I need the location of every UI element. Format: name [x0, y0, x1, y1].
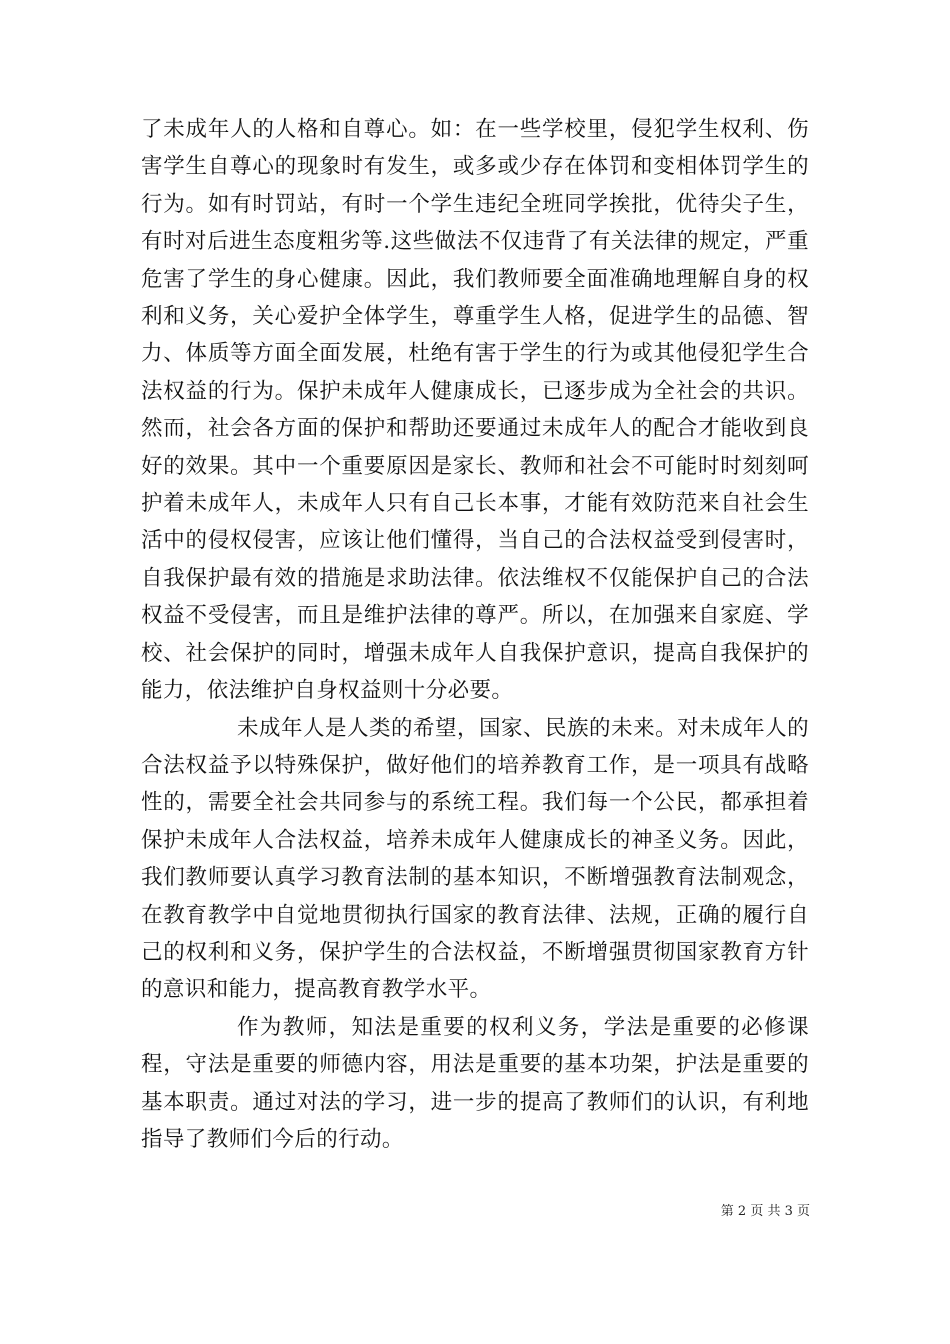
paragraph-teacher-law: 作为教师，知法是重要的权利义务，学法是重要的必修课程，守法是重要的师德内容，用法是重要的基本功架，护法是重要的基本职责。通过对法的学习，进一步的提高了教师们的认识，有利地指导了教师们今后的行动。: [141, 1014, 809, 1152]
paragraph-minors-future: 未成年人是人类的希望，国家、民族的未来。对未成年人的合法权益予以特殊保护，做好他们的培养教育工作，是一项具有战略性的，需要全社会共同参与的系统工程。我们每一个公民，都承担着保护未成年人合法权益，培养未成年人健康成长的神圣义务。因此，我们教师要认真学习教育法制的基本知识，不断增强教育法制观念，在教育教学中自觉地贯彻执行国家的教育法律、法规，正确的履行自己的权利和义务，保护学生的合法权益，不断增强贯彻国家教育方针的意识和能力，提高教育教学水平。: [141, 715, 809, 1003]
page-number: 第 2 页 共 3 页: [720, 1204, 810, 1219]
document-body: [141, 111, 809, 1158]
paragraph-continued: 了未成年人的人格和自尊心。如：在一些学校里，侵犯学生权利、伤害学生自尊心的现象时有发生，或多或少存在体罚和变相体罚学生的行为。如有时罚站，有时一个学生违纪全班同学挨批，优待尖子生，有时对后进生态度粗劣等.这些做法不仅违背了有关法律的规定，严重危害了学生的身心健康。因此，我们教师要全面准确地理解自身的权利和义务，关心爱护全体学生，尊重学生人格，促进学生的品德、智力、体质等方面全面发展，杜绝有害于学生的行为或其他侵犯学生合法权益的行为。保护未成年人健康成长，已逐步成为全社会的共识。然而，社会各方面的保护和帮助还要通过未成年人的配合才能收到良好的效果。其中一个重要原因是家长、教师和社会不可能时时刻刻呵护着未成年人，未成年人只有自己长本事，才能有效防范来自社会生活中的侵权侵害，应该让他们懂得，当自己的合法权益受到侵害时，自我保护最有效的措施是求助法律。依法维权不仅能保护自己的合法权益不受侵害，而且是维护法律的尊严。所以，在加强来自家庭、学校、社会保护的同时，增强未成年人自我保护意识，提高自我保护的能力，依法维护自身权益则十分必要。: [141, 117, 809, 704]
